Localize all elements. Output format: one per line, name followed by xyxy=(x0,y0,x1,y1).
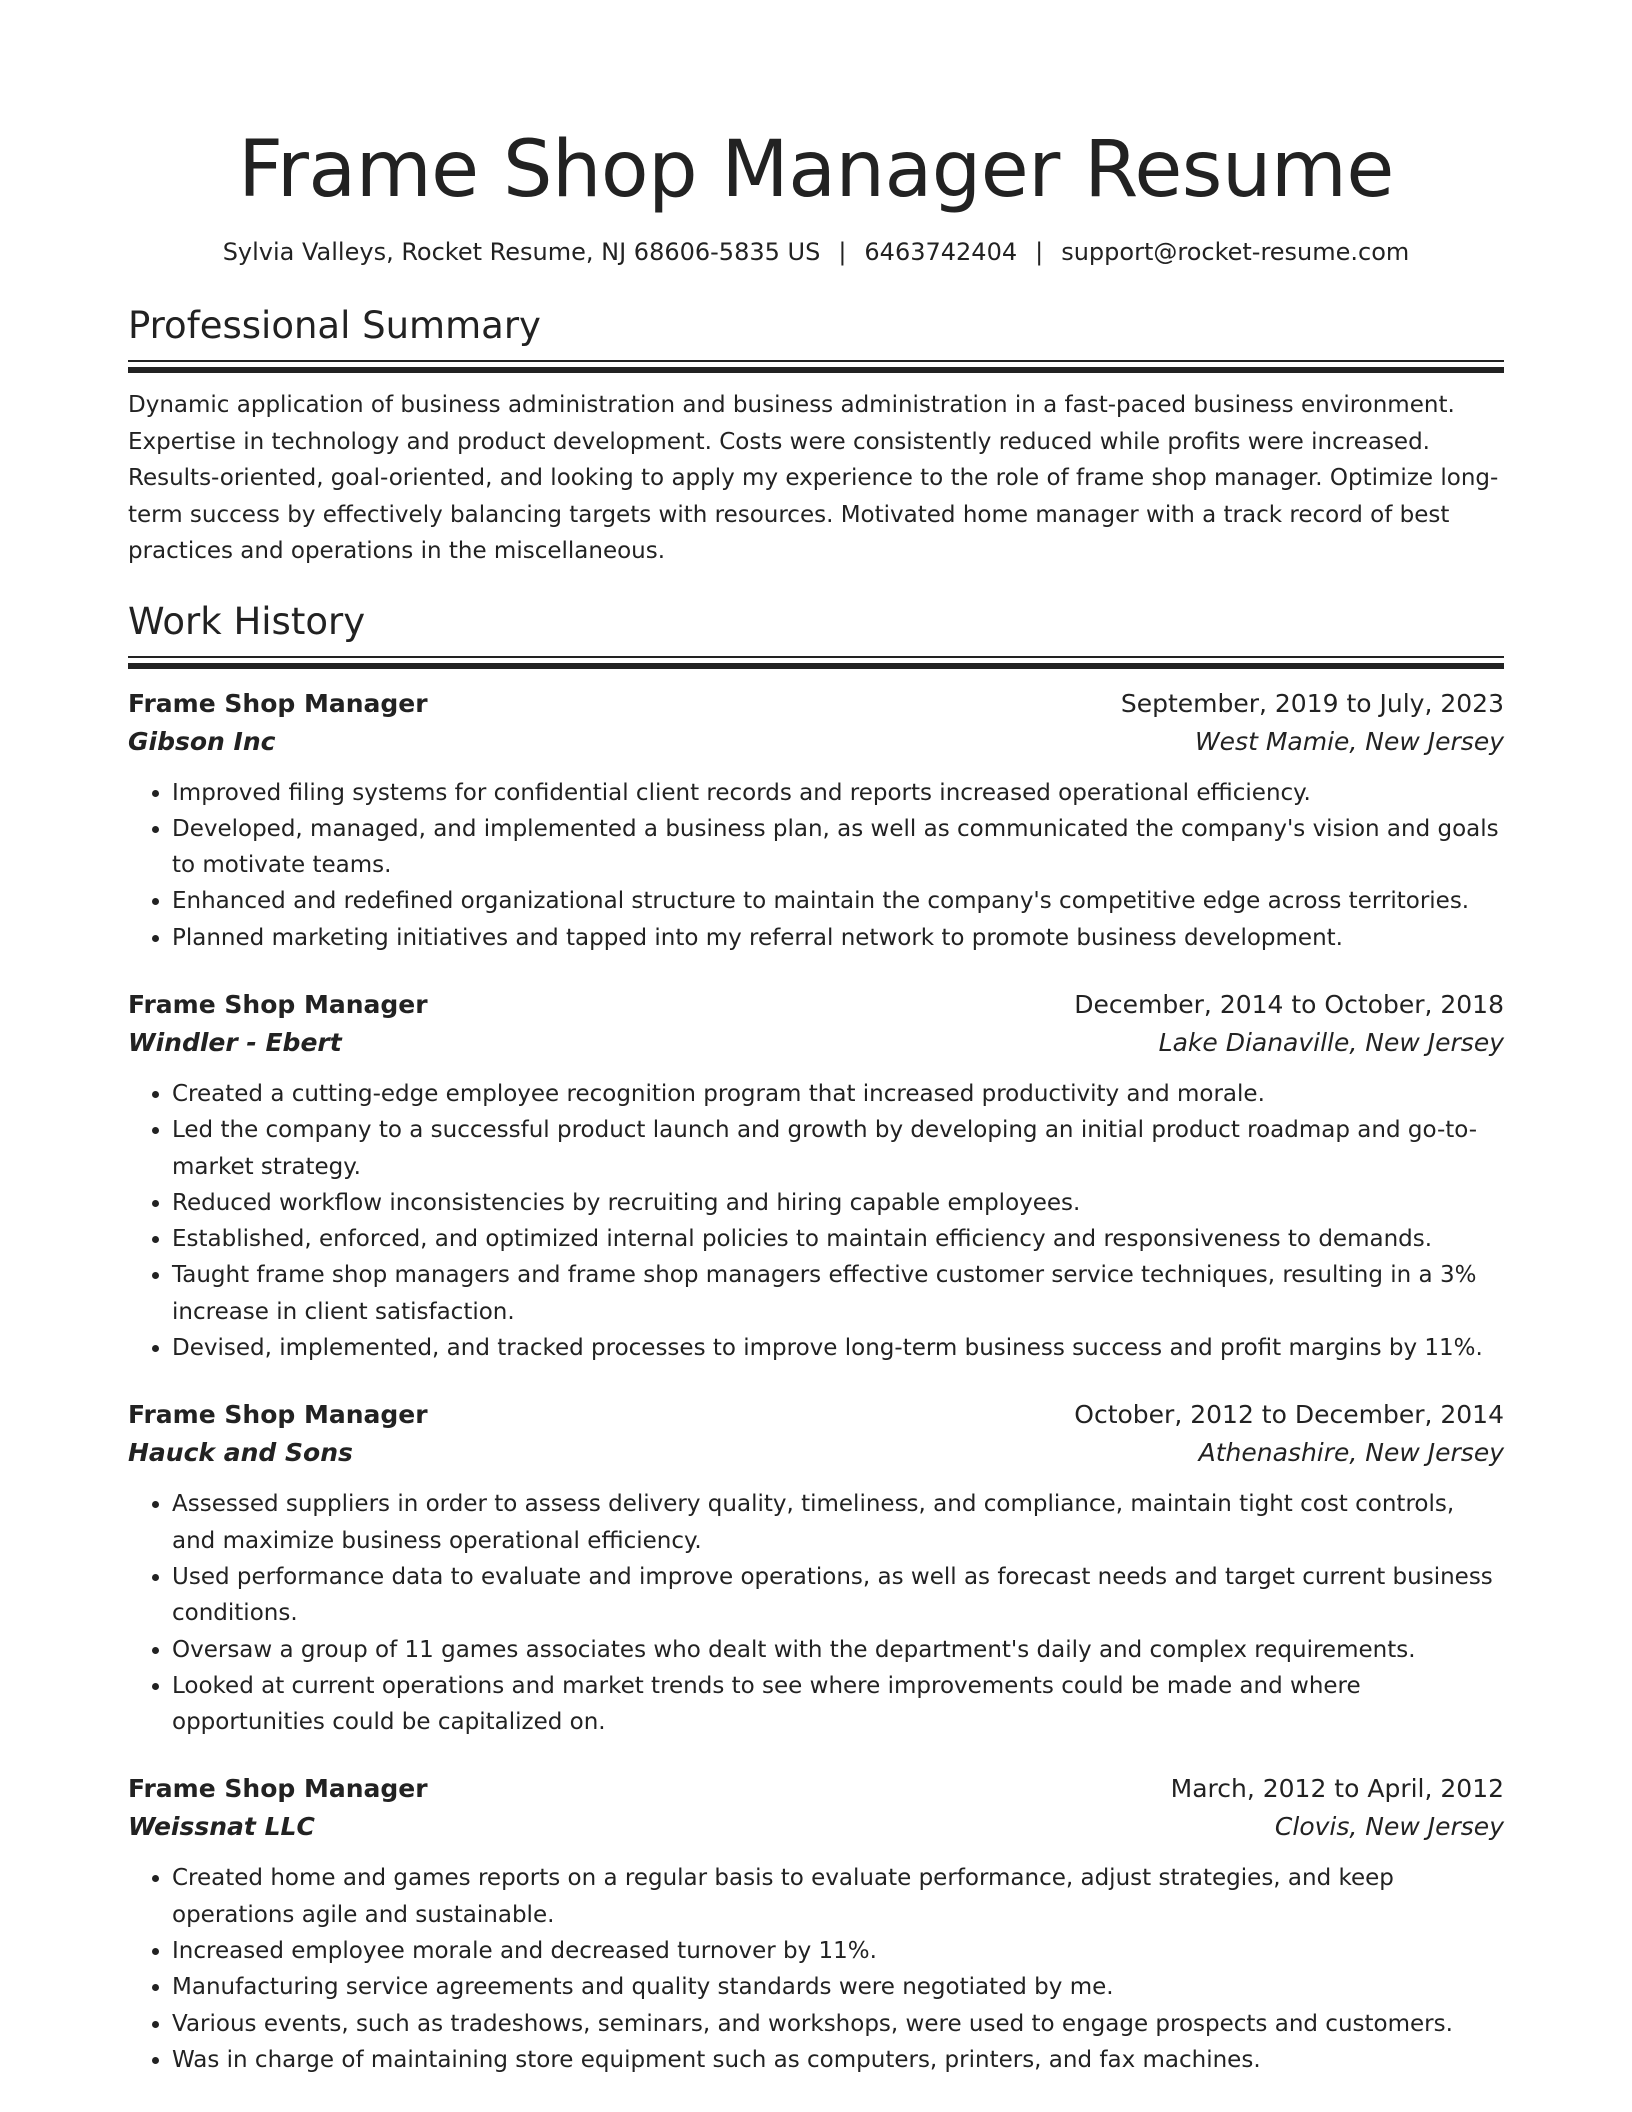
job-title: Frame Shop Manager xyxy=(128,1400,428,1430)
list-item: • Created home and games reports on a regular basis to evaluate performance, adjust strategies, and keep operations agile and sustainable. xyxy=(172,1860,1504,1933)
job-bullets xyxy=(128,1486,1504,1740)
list-item: • Reduced workflow inconsistencies by recruiting and hiring capable employees. xyxy=(172,1185,1504,1221)
list-item: • Oversaw a group of 11 games associates who dealt with the department's daily and complex requirements. xyxy=(172,1632,1504,1668)
job-dates: March, 2012 to April, 2012 xyxy=(1170,1774,1504,1804)
job-company: Weissnat LLC xyxy=(128,1812,315,1842)
job-company: Hauck and Sons xyxy=(128,1438,353,1468)
professional-summary-section xyxy=(128,302,1504,570)
job-title: Frame Shop Manager xyxy=(128,989,428,1019)
list-item: • Used performance data to evaluate and improve operations, as well as forecast needs and target current business conditions. xyxy=(172,1559,1504,1632)
job-dates: December, 2014 to October, 2018 xyxy=(1074,989,1504,1019)
job-dates: September, 2019 to July, 2023 xyxy=(1120,688,1504,718)
job-bullets xyxy=(128,775,1504,956)
job-header-row xyxy=(128,685,1504,723)
job-company: Windler - Ebert xyxy=(128,1027,342,1057)
contact-separator: | xyxy=(838,238,847,266)
job-org-row xyxy=(128,1024,1504,1062)
job-entry xyxy=(128,1396,1504,1740)
list-item: • Taught frame shop managers and frame shop managers effective customer service techniques, resulting in a 3% increase in client satisfaction. xyxy=(172,1257,1504,1330)
list-item: • Devised, implemented, and tracked processes to improve long-term business success and profit margins by 11%. xyxy=(172,1330,1504,1366)
list-item: • Manufacturing service agreements and quality standards were negotiated by me. xyxy=(172,1969,1504,2005)
list-item: • Various events, such as tradeshows, seminars, and workshops, were used to engage prospects and customers. xyxy=(172,2006,1504,2042)
job-header-row xyxy=(128,1770,1504,1808)
section-heading-work: Work History xyxy=(128,599,366,643)
contact-address: Sylvia Valleys, Rocket Resume, NJ 68606-5835 US xyxy=(222,238,821,266)
job-bullets xyxy=(128,1860,1504,2078)
list-item: • Planned marketing initiatives and tapped into my referral network to promote business development. xyxy=(172,920,1504,956)
section-rule-thick xyxy=(128,663,1504,669)
section-rule xyxy=(128,656,1504,658)
list-item: • Improved filing systems for confidential client records and reports increased operational efficiency. xyxy=(172,775,1504,811)
job-entry xyxy=(128,986,1504,1366)
list-item: • Increased employee morale and decreased turnover by 11%. xyxy=(172,1933,1504,1969)
summary-text: Dynamic application of business administration and business administration in a fast-paced business environment. Expertise in technology and product development. Costs were consistently reduced while profits were increased. Results-oriented, goal-oriented, and looking to apply my experience to the role of frame shop manager. Optimize long-term success by effectively balancing targets with resources. Motivated home manager with a track record of best practices and operations in the miscellaneous. xyxy=(128,392,1499,564)
list-item: • Assessed suppliers in order to assess delivery quality, timeliness, and compliance, maintain tight cost controls, and maximize business operational efficiency. xyxy=(172,1486,1504,1559)
job-location: West Mamie, New Jersey xyxy=(1194,726,1504,756)
page-title: Frame Shop Manager Resume xyxy=(238,125,1394,215)
job-org-row xyxy=(128,1434,1504,1472)
job-entry xyxy=(128,1770,1504,2078)
list-item: • Created a cutting-edge employee recognition program that increased productivity and morale. xyxy=(172,1076,1504,1112)
job-location: Clovis, New Jersey xyxy=(1274,1812,1504,1842)
resume-page xyxy=(128,0,1504,2078)
job-dates: October, 2012 to December, 2014 xyxy=(1074,1400,1504,1430)
list-item: • Looked at current operations and market trends to see where improvements could be made and where opportunities could be capitalized on. xyxy=(172,1668,1504,1741)
contact-phone: 6463742404 xyxy=(864,238,1018,266)
job-org-row xyxy=(128,723,1504,761)
list-item: • Enhanced and redefined organizational structure to maintain the company's competitive edge across territories. xyxy=(172,883,1504,919)
contact-line xyxy=(128,236,1504,268)
section-rule-thick xyxy=(128,367,1504,373)
job-entry xyxy=(128,685,1504,956)
list-item: • Led the company to a successful product launch and growth by developing an initial product roadmap and go-to-market strategy. xyxy=(172,1112,1504,1185)
job-company: Gibson Inc xyxy=(128,726,276,756)
job-org-row xyxy=(128,1808,1504,1846)
work-history-section xyxy=(128,598,1504,2079)
section-heading-summary: Professional Summary xyxy=(128,304,541,347)
job-header-row xyxy=(128,986,1504,1024)
job-header-row xyxy=(128,1396,1504,1434)
job-title: Frame Shop Manager xyxy=(128,688,428,718)
list-item: • Developed, managed, and implemented a business plan, as well as communicated the company's vision and goals to motivate teams. xyxy=(172,811,1504,884)
job-title: Frame Shop Manager xyxy=(128,1774,428,1804)
contact-email: support@rocket-resume.com xyxy=(1061,238,1410,266)
contact-separator: | xyxy=(1035,238,1044,266)
job-bullets xyxy=(128,1076,1504,1366)
job-location: Lake Dianaville, New Jersey xyxy=(1158,1027,1504,1057)
list-item: • Established, enforced, and optimized internal policies to maintain efficiency and responsiveness to demands. xyxy=(172,1221,1504,1257)
job-location: Athenashire, New Jersey xyxy=(1198,1438,1504,1468)
section-rule xyxy=(128,360,1504,362)
list-item: • Was in charge of maintaining store equipment such as computers, printers, and fax machines. xyxy=(172,2042,1504,2078)
